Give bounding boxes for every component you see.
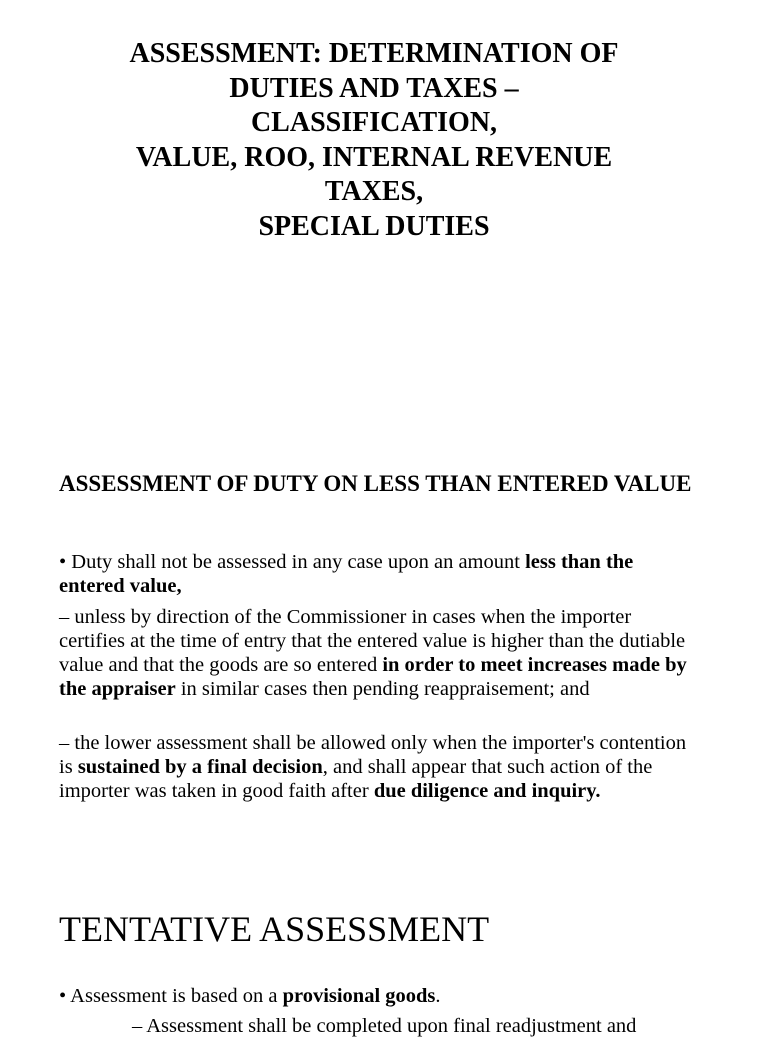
paragraph-text: in similar cases then pending reappraisement; and (175, 678, 590, 700)
paragraph-lower-assessment (59, 731, 699, 803)
section-heading-assessment-of-duty: ASSESSMENT OF DUTY ON LESS THAN ENTERED VALUE (59, 471, 692, 496)
title-line: DUTIES AND TAXES – (229, 72, 519, 104)
paragraph-cut-off: – Assessment shall be completed upon final readjustment and (132, 1015, 637, 1037)
title-line: VALUE, ROO, INTERNAL REVENUE (135, 141, 613, 173)
paragraph-bold-text: due diligence and inquiry. (373, 780, 601, 802)
document-title (60, 37, 688, 244)
title-line: ASSESSMENT: DETERMINATION OF (129, 38, 619, 69)
paragraph-unless-by-direction (59, 605, 699, 701)
paragraph-text: – unless by direction of the Commissioner in cases when the importer certifies at the time of entry that the entered value is higher than the dutiable value and that the goods are so entered (59, 606, 686, 676)
paragraph-bold-text: sustained by a final decision (77, 756, 323, 778)
paragraph-bold-text: in order to meet increases made by the appraiser (59, 654, 687, 700)
title-line: TAXES, (324, 176, 424, 207)
paragraph-text: – the lower assessment shall be allowed only when the importer's contention is (59, 732, 687, 778)
paragraph-text: • Duty shall not be assessed in any case upon an amount (59, 551, 526, 573)
paragraph-provisional-goods (59, 984, 699, 1008)
paragraph-bold-text: provisional goods (282, 985, 436, 1007)
paragraph-text: • Assessment is based on a (59, 985, 283, 1007)
paragraph-duty-not-assessed (59, 550, 699, 598)
section-heading-tentative-assessment: TENTATIVE ASSESSMENT (59, 909, 490, 949)
paragraph-bold-text: less than the entered value, (59, 551, 634, 597)
paragraph-text: , and shall appear that such action of the importer was taken in good faith after (59, 756, 653, 802)
paragraph-text: . (435, 985, 441, 1007)
title-line: CLASSIFICATION, (250, 107, 498, 138)
title-line: SPECIAL DUTIES (258, 210, 490, 242)
